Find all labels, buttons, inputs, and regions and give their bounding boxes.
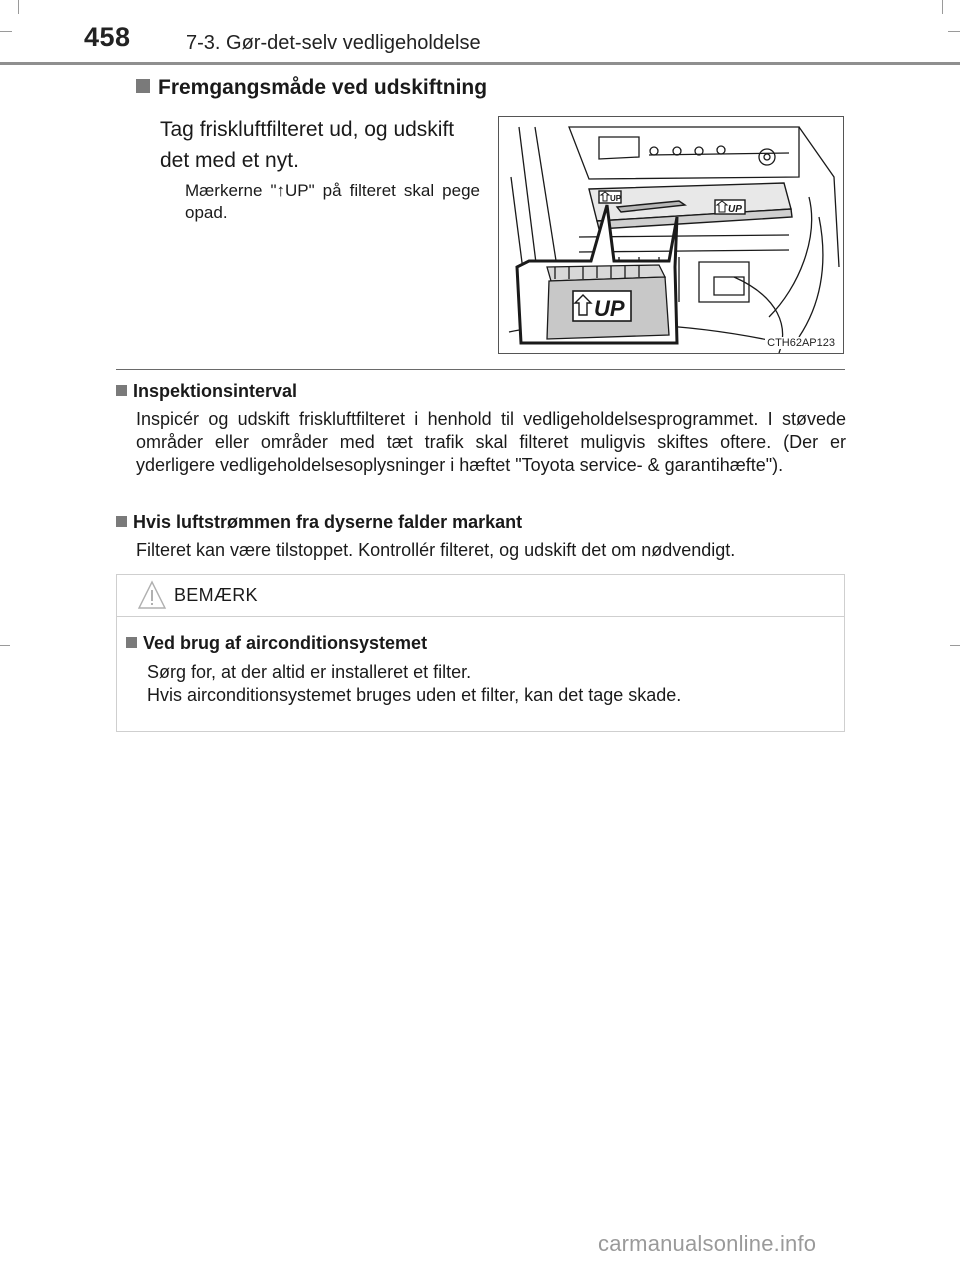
- notice-line: Hvis airconditionsystemet bruges uden et filter, kan det tage skade.: [147, 685, 682, 705]
- subsection-heading-text: Hvis luftstrømmen fra dyserne falder markant: [133, 512, 523, 532]
- crop-mark: [942, 0, 943, 14]
- section-heading: [136, 76, 487, 100]
- figure-code: CTH62AP123: [767, 337, 835, 349]
- crop-mark: [0, 645, 10, 646]
- subsection-body: Inspicér og udskift friskluftfilteret i henhold til vedligeholdelsesprogrammet. I støvede områder eller områder med tæt trafik skal filteret muligvis skiftes oftere. (Der er yderligere vedligeholdelsesoplysninger i hæftet "Toyota service- & garantihæfte").: [136, 409, 846, 475]
- subsection-heading: [116, 380, 846, 402]
- filter-up-label-large: UP: [594, 296, 625, 321]
- notice-box: [116, 574, 845, 732]
- subsection-heading-text: Inspektionsinterval: [133, 381, 298, 401]
- warning-triangle-icon: [137, 579, 167, 611]
- square-bullet-icon: [116, 385, 127, 396]
- header-rule: [0, 62, 960, 65]
- instruction-text: Tag friskluftfilteret ud, og udskift det med et nyt.: [160, 118, 455, 172]
- illustration-drawing: [499, 117, 843, 353]
- notice-sub-heading: [126, 633, 427, 654]
- notice-line: Sørg for, at der altid er installeret et filter.: [147, 662, 472, 682]
- chapter-title: 7-3. Gør-det-selv vedligeholdelse: [186, 32, 481, 54]
- note-text: Mærkerne "↑UP" på filteret skal pege opad.: [185, 181, 480, 222]
- filter-up-label-1: UP: [610, 194, 622, 203]
- section-divider: [116, 369, 845, 370]
- square-bullet-icon: [136, 79, 150, 93]
- crop-mark: [948, 31, 960, 32]
- notice-sub-heading-text: Ved brug af airconditionsystemet: [143, 633, 428, 653]
- crop-mark: [18, 0, 19, 14]
- crop-mark: [0, 31, 12, 32]
- watermark: carmanualsonline.info: [598, 1231, 817, 1256]
- cabin-filter-illustration: [498, 116, 844, 354]
- crop-mark: [950, 645, 960, 646]
- notice-header: [117, 575, 844, 617]
- page-number: 458: [84, 22, 131, 52]
- filter-up-label-2: UP: [728, 204, 742, 215]
- square-bullet-icon: [126, 637, 137, 648]
- subsection-body: Filteret kan være tilstoppet. Kontrollér filteret, og udskift det om nødvendigt.: [136, 540, 736, 560]
- subsection-heading: [116, 511, 846, 533]
- notice-title: BEMÆRK: [174, 585, 258, 605]
- square-bullet-icon: [116, 516, 127, 527]
- section-heading-text: Fremgangsmåde ved udskiftning: [158, 76, 488, 99]
- subsection-airflow: [116, 511, 846, 562]
- subsection-inspection-interval: [116, 380, 846, 477]
